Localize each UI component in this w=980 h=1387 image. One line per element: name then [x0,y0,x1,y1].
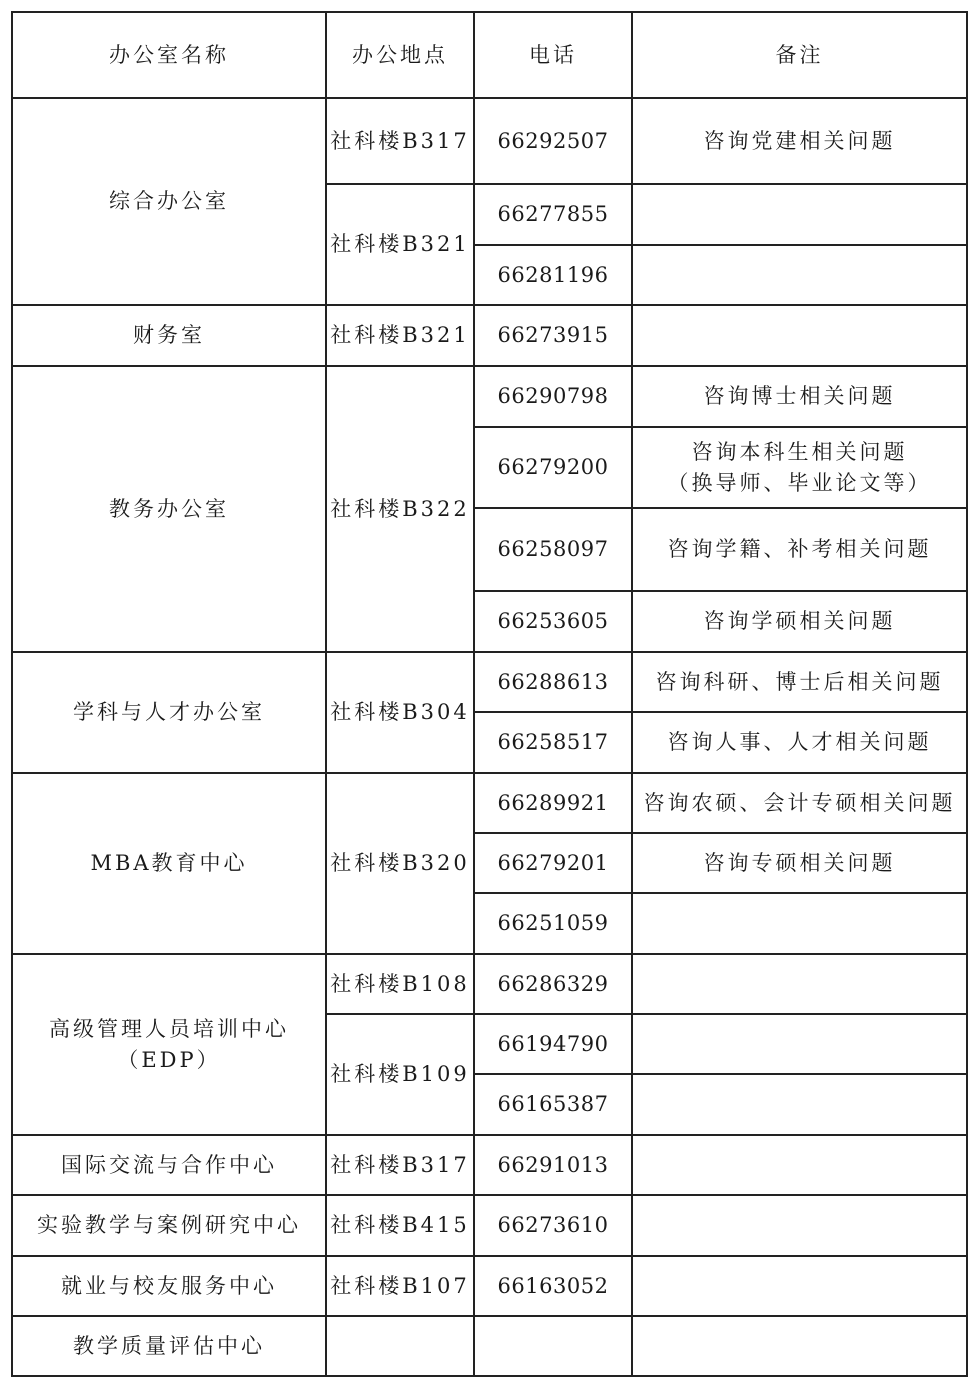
phone-cell: 66258097 [497,537,609,561]
table-gridline [631,832,968,834]
phone-cell: 66258517 [497,730,609,754]
table-gridline [473,1255,633,1257]
note-cell [632,833,967,893]
table-gridline [473,590,633,592]
table-gridline [325,772,475,774]
table-gridline [631,1194,968,1196]
table-gridline [473,953,633,955]
table-gridline [11,772,327,774]
table-gridline [473,426,633,428]
phone-cell: 66291013 [497,1152,609,1177]
location-cell: 社科楼B322 [330,496,470,521]
note-line: 咨询学硕相关问题 [703,609,896,633]
note-line: 咨询本科生相关问题 [691,439,908,464]
phone-cell: 66163052 [497,1273,609,1298]
phone-cell: 66251059 [497,911,609,935]
note-cell [632,184,967,245]
table-gridline [631,711,968,713]
table-gridline [325,1315,475,1317]
table-gridline [631,11,633,1377]
table-gridline [631,892,968,894]
office-name-cell [12,1256,326,1316]
table-gridline [11,1255,327,1257]
table-gridline [325,1255,475,1257]
location-cell: 社科楼B321 [330,323,470,347]
office-name-line: （EDP） [117,1047,221,1072]
note-cell [632,508,967,591]
note-cell [632,427,967,508]
note-line: 咨询学籍、补考相关问题 [667,537,932,561]
table-gridline [473,772,633,774]
note-cell [632,1256,967,1316]
table-gridline [631,1255,968,1257]
table-gridline [473,651,633,653]
table-gridline [325,304,475,306]
table-gridline [11,11,13,1377]
table-gridline [11,11,968,13]
phone-cell: 66277855 [497,202,609,226]
office-name-cell [12,652,326,773]
table-gridline [473,832,633,834]
note-cell [632,1014,967,1074]
table-gridline [631,953,968,955]
phone-cell: 66288613 [497,669,609,694]
location-cell [326,1316,474,1376]
office-name-cell [12,773,326,954]
office-name-line: MBA教育中心 [90,851,248,875]
office-name-line: 学科与人才办公室 [73,700,265,724]
phone-cell: 66286329 [497,971,609,996]
table-gridline [473,507,633,509]
office-name-cell [12,1135,326,1195]
note-cell [632,773,967,833]
phone-cell: 66290798 [497,384,609,408]
note-line: 咨询科研、博士后相关问题 [655,669,944,694]
table-gridline [631,1315,968,1317]
phone-cell: 66273610 [497,1213,609,1237]
location-cell: 社科楼B108 [330,971,470,996]
table-gridline [631,1013,968,1015]
table-gridline [631,426,968,428]
phone-cell: 66279200 [497,455,609,479]
table-gridline [473,1013,633,1015]
table-gridline [11,1134,327,1136]
office-name-cell [12,98,326,305]
office-name-line: 国际交流与合作中心 [61,1152,277,1177]
office-name-line: 就业与校友服务中心 [61,1273,277,1298]
table-gridline [473,365,633,367]
phone-cell: 66279201 [497,850,609,875]
note-line: 咨询党建相关问题 [703,128,896,153]
table-gridline [631,651,968,653]
office-name-line: 教务办公室 [109,496,229,521]
table-gridline [473,1315,633,1317]
location-cell: 社科楼B107 [330,1273,470,1298]
phone-cell [474,1316,632,1376]
table-gridline [11,365,327,367]
note-cell [632,893,967,954]
table-gridline [325,1134,475,1136]
table-gridline [11,1194,327,1196]
table-gridline [325,183,475,185]
table-gridline [631,772,968,774]
note-cell [632,1316,967,1376]
note-cell [632,305,967,366]
office-name-line: 高级管理人员培训中心 [49,1016,289,1041]
phone-cell: 66292507 [497,128,609,153]
table-gridline [473,183,633,185]
table-gridline [325,651,475,653]
table-gridline [631,183,968,185]
table-gridline [473,1134,633,1136]
note-line: 咨询专硕相关问题 [703,850,896,875]
table-gridline [631,1073,968,1075]
note-line: （换导师、毕业论文等） [667,470,932,495]
location-cell: 社科楼B304 [330,700,470,724]
phone-cell: 66273915 [497,323,609,347]
phone-cell: 66194790 [497,1031,609,1056]
note-line: 咨询农硕、会计专硕相关问题 [643,790,956,815]
office-name-line: 实验教学与案例研究中心 [37,1213,301,1237]
table-gridline [631,365,968,367]
table-gridline [325,11,327,1377]
table-gridline [631,1134,968,1136]
table-gridline [966,11,968,1377]
location-cell: 社科楼B320 [330,851,470,875]
phone-cell: 66165387 [497,1092,609,1116]
table-gridline [473,1194,633,1196]
location-cell: 社科楼B415 [330,1213,470,1237]
table-gridline [473,244,633,246]
note-cell [632,954,967,1014]
location-cell: 社科楼B317 [330,128,470,153]
table-gridline [631,590,968,592]
table-gridline [11,97,968,99]
table-gridline [473,11,475,1377]
table-gridline [631,244,968,246]
location-cell: 社科楼B321 [330,232,470,256]
table-gridline [11,1375,968,1377]
table-gridline [631,507,968,509]
phone-cell: 66289921 [497,790,609,815]
office-name-cell [12,366,326,652]
note-cell [632,366,967,427]
location-cell: 社科楼B109 [330,1062,470,1086]
note-cell [632,1195,967,1256]
office-name-cell [12,305,326,366]
table-gridline [473,711,633,713]
table-gridline [325,953,475,955]
note-cell [632,245,967,305]
header-cell: 电话 [529,42,577,67]
note-cell [632,98,967,184]
note-line: 咨询博士相关问题 [703,384,896,408]
table-gridline [325,1194,475,1196]
office-name-cell [12,954,326,1135]
phone-cell: 66253605 [497,609,609,633]
table-gridline [473,304,633,306]
table-gridline [631,304,968,306]
note-cell [632,591,967,652]
note-cell [632,1135,967,1195]
note-cell [632,1074,967,1135]
location-cell: 社科楼B317 [330,1152,470,1177]
table-gridline [473,1073,633,1075]
office-name-line: 教学质量评估中心 [73,1333,265,1358]
header-cell: 备注 [775,42,824,67]
office-name-cell [12,1316,326,1376]
header-cell: 办公地点 [352,42,448,67]
table-gridline [11,304,327,306]
office-name-line: 财务室 [133,323,205,347]
table-gridline [473,892,633,894]
table-gridline [11,1315,327,1317]
phone-cell: 66281196 [497,262,609,287]
table-gridline [325,365,475,367]
table-gridline [11,953,327,955]
note-cell [632,652,967,712]
table-gridline [11,651,327,653]
office-name-cell [12,1195,326,1256]
header-cell: 办公室名称 [109,42,229,67]
office-name-line: 综合办公室 [109,189,229,213]
note-line: 咨询人事、人才相关问题 [667,730,932,754]
note-cell [632,712,967,773]
table-gridline [325,1013,475,1015]
